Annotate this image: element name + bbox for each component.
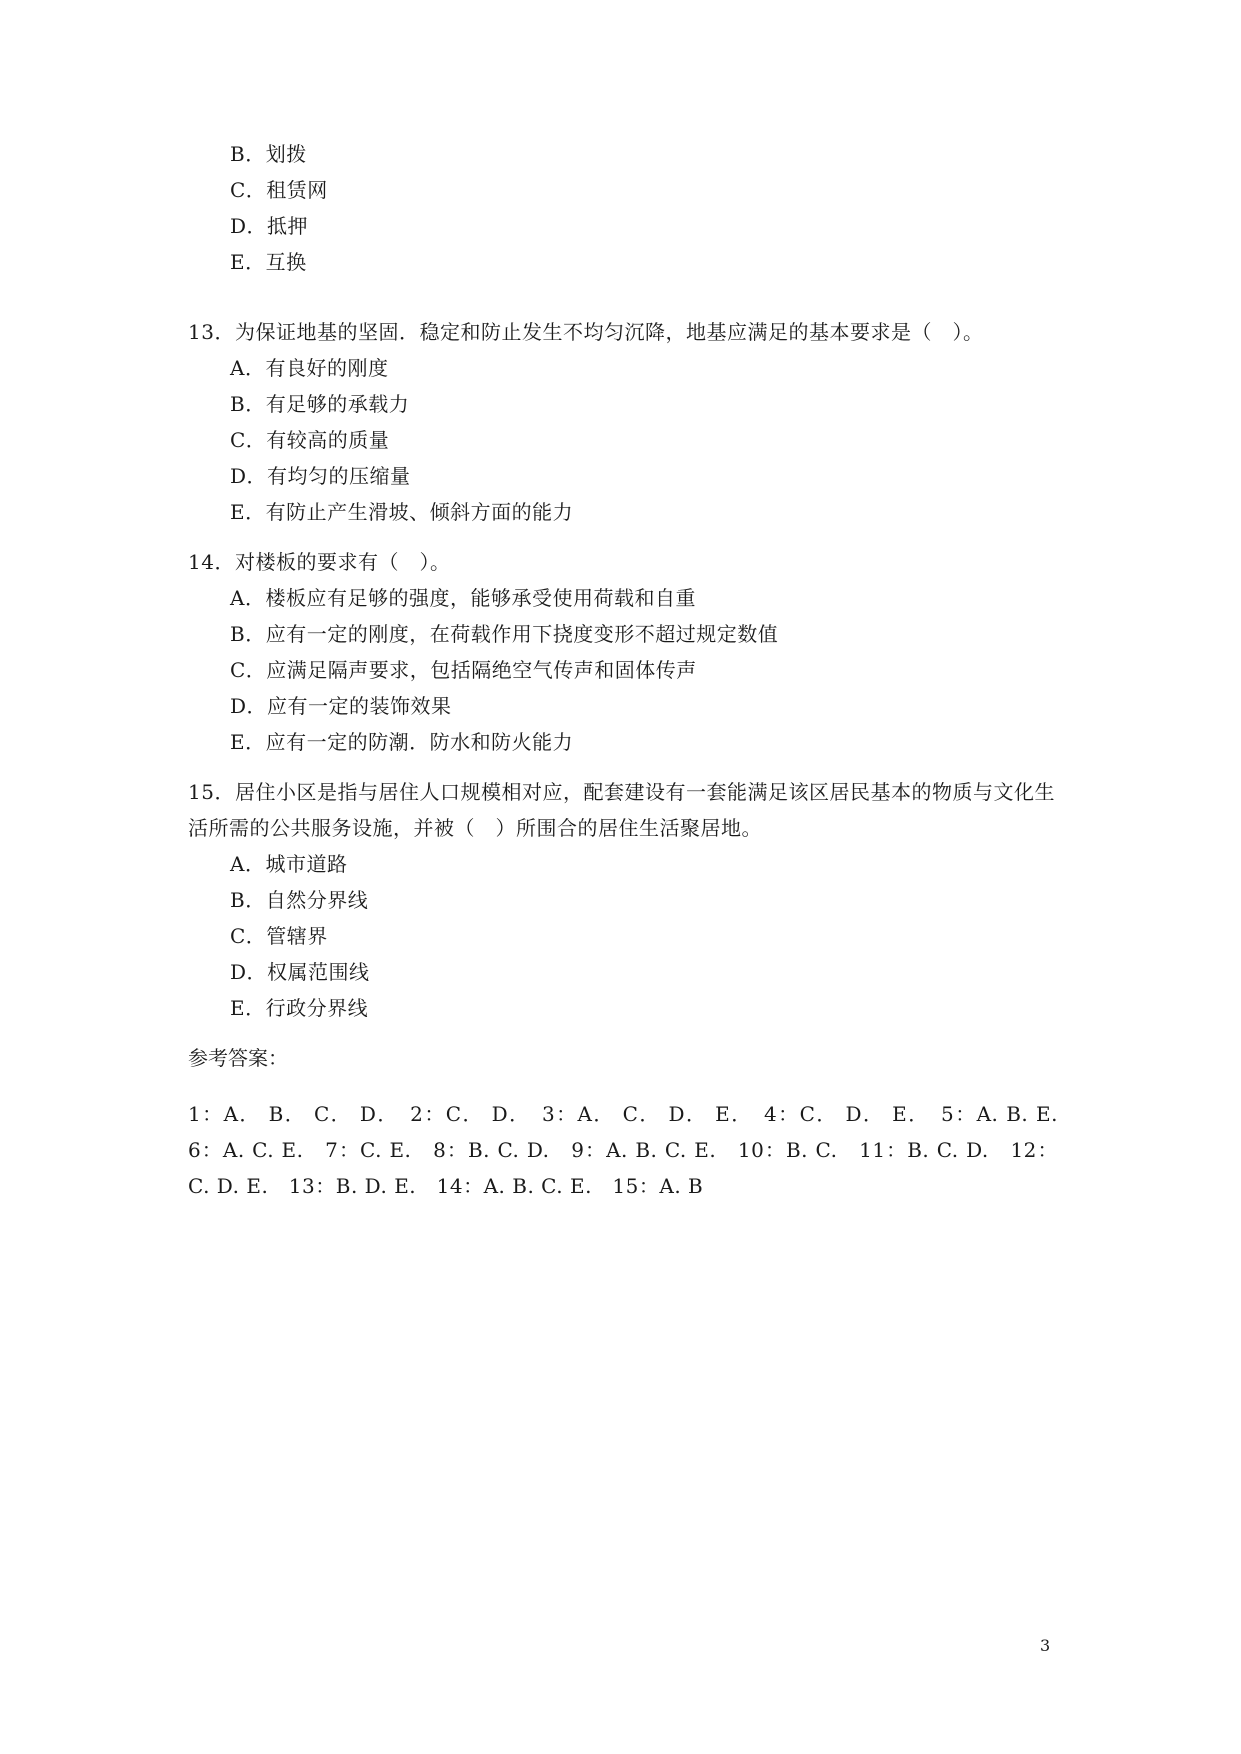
option-e: E．互换 (230, 250, 307, 274)
answers-title-block (188, 1040, 1058, 1076)
page-number: 3 (1040, 1636, 1051, 1655)
answers-title: 参考答案： (188, 1046, 288, 1070)
option-d: D．抵押 (230, 214, 309, 238)
option-d: D．权属范围线 (230, 960, 370, 984)
question-12-continued (188, 136, 1058, 280)
option-c: C．应满足隔声要求，包括隔绝空气传声和固体传声 (230, 658, 697, 682)
answers-block (188, 1096, 1079, 1204)
option-b: B．自然分界线 (230, 888, 369, 912)
option-c: C．管辖界 (230, 924, 328, 948)
option-e: E．应有一定的防潮．防水和防火能力 (230, 730, 574, 754)
option-b: B．划拨 (230, 142, 307, 166)
option-e: E．行政分界线 (230, 996, 369, 1020)
option-b: B．应有一定的刚度，在荷载作用下挠度变形不超过规定数值 (230, 622, 779, 646)
question-15-text: 15．居住小区是指与居住人口规模相对应，配套建设有一套能满足该区居民基本的物质与文化生活所需的公共服务设施，并被（ ）所围合的居住生活聚居地。 (188, 780, 1055, 840)
option-d: D．有均匀的压缩量 (230, 464, 411, 488)
option-a: A．有良好的刚度 (230, 356, 389, 380)
option-d: D．应有一定的装饰效果 (230, 694, 452, 718)
question-14 (188, 544, 1058, 760)
question-14-text: 14．对楼板的要求有（ ）。 (188, 550, 451, 574)
option-a: A．城市道路 (230, 852, 348, 876)
answers-text: 1：A． B． C． D． 2：C． D． 3：A． C． D． E． 4：C． D． E． 5：A. B. E. 6：A. C. E. 7：C. E. 8：B. C. D. 9：A. B. C. E. 10：B. C. 11：B. C. D. 12：C. D. E. 13：B. D. E. 14：A. B. C. E. 15：A. B (188, 1102, 1079, 1198)
option-c: C．有较高的质量 (230, 428, 390, 452)
question-13 (188, 314, 1058, 530)
option-e: E．有防止产生滑坡、倾斜方面的能力 (230, 500, 574, 524)
question-15 (188, 774, 1058, 1026)
option-b: B．有足够的承载力 (230, 392, 410, 416)
option-a: A．楼板应有足够的强度，能够承受使用荷载和自重 (230, 586, 696, 610)
question-13-text: 13．为保证地基的坚固．稳定和防止发生不均匀沉降，地基应满足的基本要求是（ ）。 (188, 320, 984, 344)
option-c: C．租赁网 (230, 178, 328, 202)
